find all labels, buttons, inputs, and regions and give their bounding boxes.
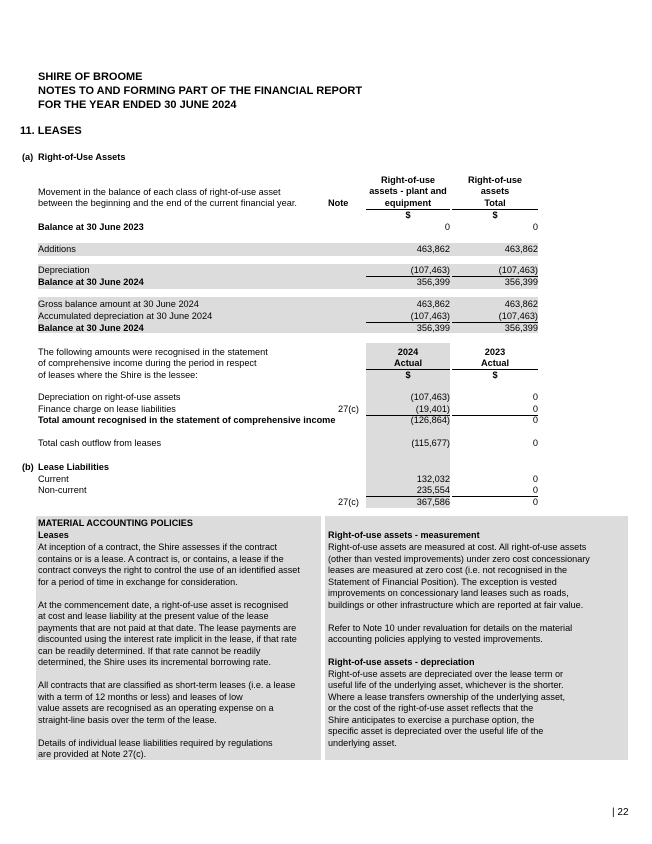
row-balance-2024-v1: 356,399 — [416, 277, 450, 287]
policies-right-p3-1: Right-of-use assets are depreciated over the lease term or — [328, 669, 564, 679]
policies-left-p1-2: contains or is a lease. A contract is, or contains, a lease if the — [38, 554, 284, 564]
policies-left-p3-1: All contracts that are classified as short-term leases (i.e. a lease — [38, 680, 296, 690]
stmt-col1-actual: Actual — [393, 358, 423, 368]
stmt-cash-v2: 0 — [532, 438, 538, 448]
policies-left-p4-1: Details of individual lease liabilities required by regulations — [38, 738, 273, 748]
lease-total-v2: 0 — [532, 497, 538, 507]
row-depreciation-v2: (107,463) — [498, 265, 538, 275]
row-additions-v2: 463,862 — [504, 244, 538, 254]
row-balance-2024b-label: Balance at 30 June 2024 — [38, 323, 144, 333]
row-gross-label: Gross balance amount at 30 June 2024 — [38, 299, 199, 309]
policies-left-p1-4: for a period of time in exchange for consideration. — [38, 577, 238, 587]
policies-right-p3-3: Where a lease transfers ownership of the underlying asset, — [328, 692, 566, 702]
movement-intro-2: between the beginning and the end of the current financial year. — [38, 198, 297, 208]
row-balance-2023-v1: 0 — [444, 222, 450, 232]
policies-right-p3-7: underlying asset. — [328, 738, 397, 748]
col2-currency: $ — [492, 210, 498, 220]
stmt-intro-2: of comprehensive income during the period in respect — [38, 358, 257, 368]
policies-right-p2-1: Refer to Note 10 under revaluation for details on the material — [328, 623, 573, 633]
policies-right-p3-2: useful life of the underlying asset, whichever is the shorter. — [328, 680, 564, 690]
policies-depreciation-heading: Right-of-use assets - depreciation — [328, 657, 475, 667]
row-balance-2023-v2: 0 — [532, 222, 538, 232]
part-b-label: (b) — [22, 462, 34, 472]
policies-left-p2-4: discounted using the interest rate implicit in the lease, if that rate — [38, 634, 297, 644]
policies-right-p2-2: accounting policies applying to vested improvements. — [328, 634, 543, 644]
lease-noncurrent-v2: 0 — [532, 485, 538, 495]
row-gross-v2: 463,862 — [504, 299, 538, 309]
col2-header-2: assets — [480, 186, 510, 196]
policies-left-p2-6: determined, the Shire uses its incremental borrowing rate. — [38, 657, 272, 667]
part-a-title: Right-of-Use Assets — [38, 152, 126, 162]
section-title: 11. LEASES — [20, 125, 82, 137]
policies-left-p1-3: contract conveys the right to control the use of an identified asset — [38, 565, 300, 575]
policies-left-p3-3: value assets are recognised as an operating expense on a — [38, 703, 274, 713]
policies-left-p2-3: payments that are not paid at that date. The lease payments are — [38, 623, 297, 633]
policies-right-p1-6: buildings or other infrastructure which are reported at fair value. — [328, 600, 584, 610]
lease-current-v1: 132,032 — [416, 474, 450, 484]
row-accum-dep-v2: (107,463) — [498, 311, 538, 321]
policies-right-p1-3: leases are measured at zero cost (i.e. not recognised in the — [328, 565, 568, 575]
stmt-finance-v1: (19,401) — [415, 404, 450, 414]
policies-left-p2-2: at cost and lease liability at the present value of the lease — [38, 611, 269, 621]
policies-right-p1-4: Statement of Financial Position). The exception is vested — [328, 577, 557, 587]
header-line-1: SHIRE OF BROOME — [38, 71, 143, 83]
stmt-finance-note: 27(c) — [338, 404, 359, 414]
row-additions-v1: 463,862 — [416, 244, 450, 254]
page-number: | 22 — [612, 807, 629, 818]
policies-left-p3-4: straight-line basis over the term of the lease. — [38, 715, 217, 725]
lease-current-label: Current — [38, 474, 69, 484]
stmt-col2-year: 2023 — [484, 347, 506, 357]
stmt-intro-3: of leases where the Shire is the lessee: — [38, 370, 198, 380]
stmt-dep-v1: (107,463) — [410, 392, 450, 402]
stmt-total-label: Total amount recognised in the statement of comprehensive income — [38, 415, 336, 425]
row-balance-2023-label: Balance at 30 June 2023 — [38, 222, 144, 232]
policies-left-p3-2: with a term of 12 months or less) and leases of low — [38, 692, 243, 702]
policies-right-p3-5: Shire anticipates to exercise a purchase option, the — [328, 715, 535, 725]
lease-noncurrent-label: Non-current — [38, 485, 87, 495]
row-accum-dep-label: Accumulated depreciation at 30 June 2024 — [38, 311, 213, 321]
policies-right-p1-1: Right-of-use assets are measured at cost. All right-of-use assets — [328, 542, 587, 552]
stmt-intro-1: The following amounts were recognised in the statement — [38, 347, 268, 357]
movement-intro-1: Movement in the balance of each class of right-of-use asset — [38, 187, 281, 197]
part-a-label: (a) — [22, 152, 34, 162]
policies-right-p1-5: improvements on concessionary land leases such as roads, — [328, 588, 569, 598]
policies-right-p1-2: (other than vested improvements) under zero cost concessionary — [328, 554, 590, 564]
row-balance-2024-v2: 356,399 — [504, 277, 538, 287]
stmt-col2-actual: Actual — [480, 358, 510, 368]
part-b-title: Lease Liabilities — [38, 462, 109, 472]
col1-header-2: assets - plant and — [369, 186, 447, 196]
stmt-cash-v1: (115,677) — [411, 438, 450, 448]
col1-currency: $ — [405, 210, 411, 220]
policies-title: MATERIAL ACCOUNTING POLICIES — [38, 518, 193, 528]
col2-header-1: Right-of-use — [467, 175, 523, 185]
stmt-dep-v2: 0 — [532, 392, 538, 402]
policies-right-p3-4: or the cost of the right-of-use asset reflects that the — [328, 703, 534, 713]
stmt-cash-label: Total cash outflow from leases — [38, 438, 162, 448]
stmt-dep-label: Depreciation on right-of-use assets — [38, 392, 181, 402]
policies-left-p2-5: can be readily determined. If that rate cannot be readily — [38, 646, 261, 656]
stmt-col1-currency: $ — [405, 370, 411, 380]
stmt-total-v2: 0 — [532, 415, 538, 425]
row-depreciation-label: Depreciation — [38, 265, 90, 275]
lease-current-v2: 0 — [532, 474, 538, 484]
stmt-total-v1: (126,864) — [410, 415, 450, 425]
row-gross-v1: 463,862 — [416, 299, 450, 309]
policies-left-p4-2: are provided at Note 27(c). — [38, 749, 147, 759]
col1-header-3: equipment — [384, 198, 432, 208]
stmt-col1-year: 2024 — [397, 347, 419, 357]
row-balance-2024-label: Balance at 30 June 2024 — [38, 277, 144, 287]
row-accum-dep-v1: (107,463) — [410, 311, 450, 321]
row-additions-label: Additions — [38, 244, 76, 254]
lease-total-v1: 367,586 — [416, 497, 450, 507]
policies-left-p2-1: At the commencement date, a right-of-use asset is recognised — [38, 600, 289, 610]
row-balance-2024b-v1: 356,399 — [416, 323, 450, 333]
col1-header-1: Right-of-use — [380, 175, 436, 185]
row-depreciation-v1: (107,463) — [410, 265, 450, 275]
note-header: Note — [328, 198, 349, 208]
stmt-finance-v2: 0 — [532, 404, 538, 414]
lease-total-note: 27(c) — [338, 497, 359, 507]
policies-measurement-heading: Right-of-use assets - measurement — [328, 530, 480, 540]
policies-leases-heading: Leases — [38, 530, 69, 540]
header-line-3: FOR THE YEAR ENDED 30 JUNE 2024 — [38, 99, 237, 111]
policies-left-p1-1: At inception of a contract, the Shire assesses if the contract — [38, 542, 278, 552]
row-balance-2024b-v2: 356,399 — [504, 323, 538, 333]
stmt-col2-currency: $ — [492, 370, 498, 380]
lease-noncurrent-v1: 235,554 — [416, 485, 450, 495]
stmt-finance-label: Finance charge on lease liabilities — [38, 404, 176, 414]
header-line-2: NOTES TO AND FORMING PART OF THE FINANCIAL REPORT — [38, 85, 363, 97]
col2-header-3: Total — [484, 198, 506, 208]
policies-right-p3-6: specific asset is depreciated over the useful life of the — [328, 726, 544, 736]
